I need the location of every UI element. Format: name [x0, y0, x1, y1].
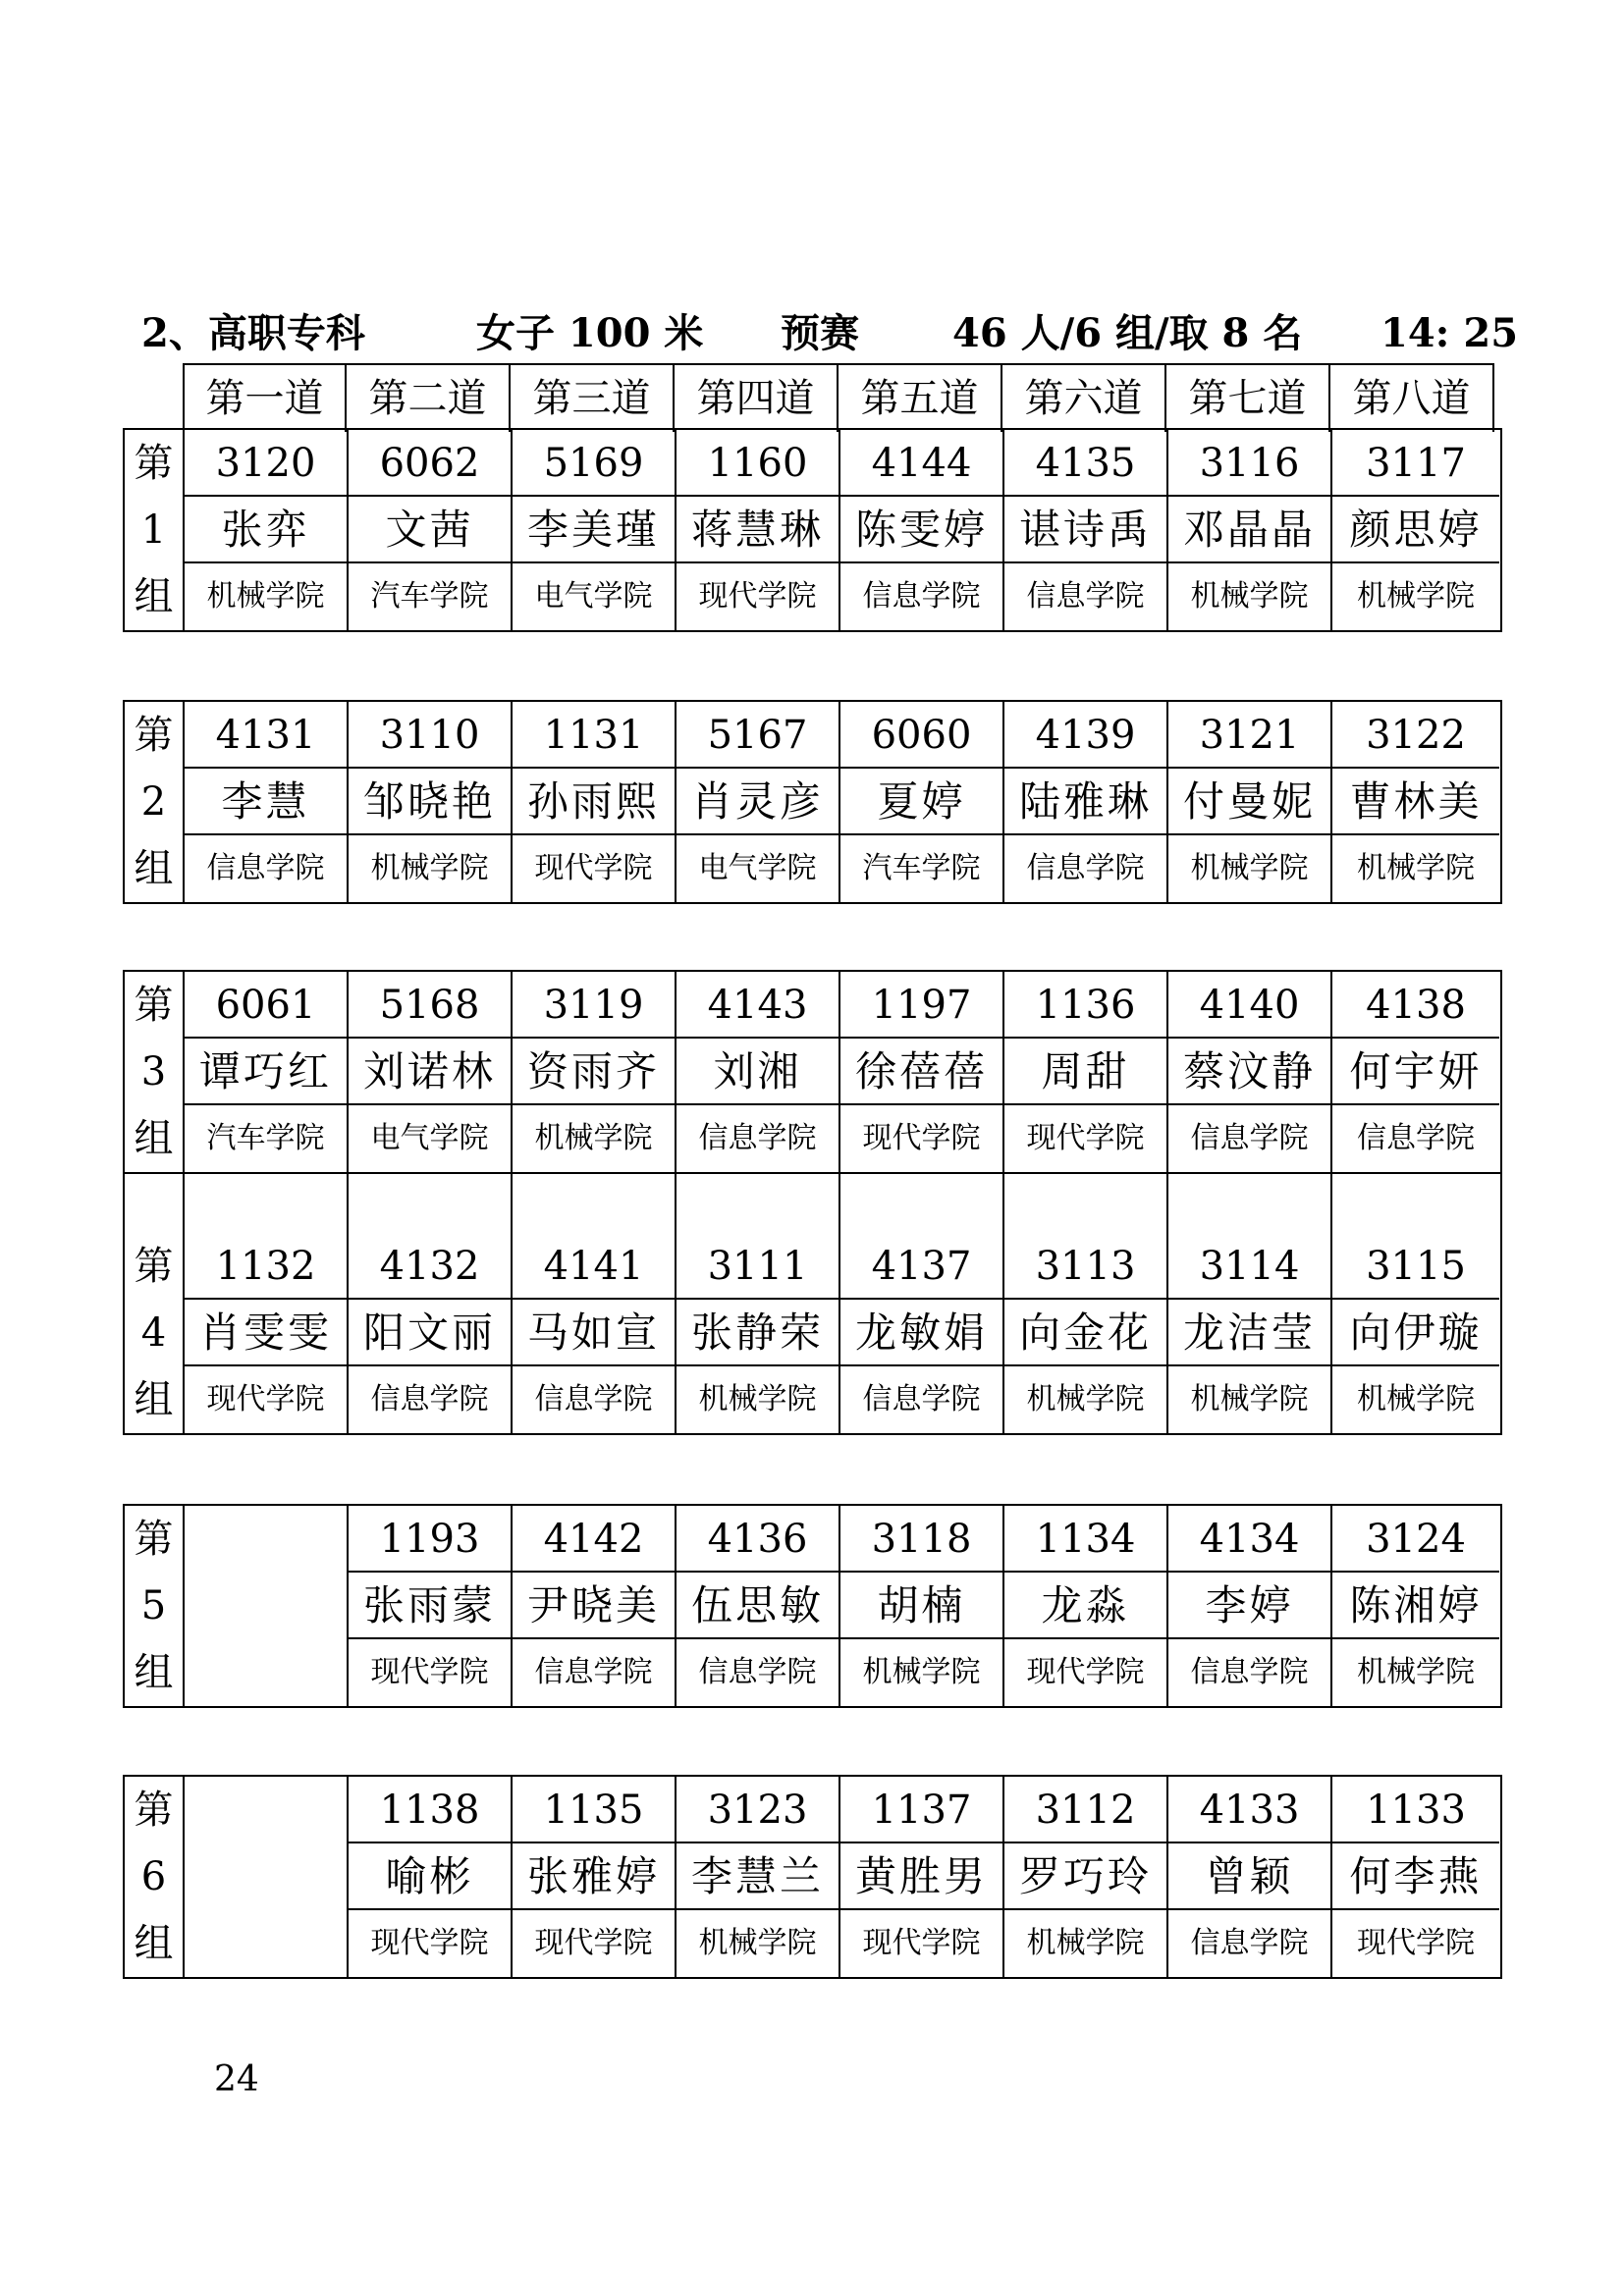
- lane-cell-5: [840, 430, 1004, 630]
- athlete-number: 4134: [1168, 1506, 1330, 1573]
- lane-cell-6: [1004, 1233, 1168, 1433]
- athlete-number: 4138: [1332, 972, 1499, 1039]
- title-time: 14: 25: [1380, 310, 1519, 356]
- athlete-number: 6061: [185, 972, 347, 1039]
- athlete-number: 4131: [185, 702, 347, 769]
- athlete-name: 谭巧红: [185, 1039, 347, 1105]
- group-label-char: 1: [140, 507, 167, 553]
- athlete-name: 刘诺林: [349, 1039, 511, 1105]
- lane-header-row: [183, 363, 1494, 432]
- athlete-college: 电气学院: [370, 1121, 489, 1155]
- athlete-college: 机械学院: [1357, 1382, 1475, 1416]
- lane-cell-6: [1004, 972, 1168, 1172]
- lane-cell-3: [513, 702, 677, 902]
- athlete-name: 喻彬: [349, 1843, 511, 1910]
- lane-header-6: 第六道: [1002, 365, 1166, 432]
- lane-cell-4: [677, 1777, 840, 1977]
- blank-cell: [349, 1174, 513, 1241]
- athlete-number: 3113: [1004, 1233, 1166, 1300]
- athlete-number: 3121: [1168, 702, 1330, 769]
- athlete-number: 4139: [1004, 702, 1166, 769]
- athlete-number: 3111: [677, 1233, 839, 1300]
- lane-cell-3: [513, 972, 677, 1172]
- blank-cell: [185, 1174, 349, 1241]
- athlete-number: 3116: [1168, 430, 1330, 497]
- athlete-name: 龙淼: [1004, 1573, 1166, 1639]
- group-label: [125, 702, 185, 902]
- athlete-college: 机械学院: [1357, 851, 1475, 885]
- athlete-number: 3112: [1004, 1777, 1166, 1843]
- athlete-number: 1138: [349, 1777, 511, 1843]
- lane-cell-4: [677, 430, 840, 630]
- lane-cell-4: [677, 1233, 840, 1433]
- lane-cell-6: [1004, 1506, 1168, 1706]
- page-title: [125, 306, 1519, 361]
- title-category: 2、高职专科: [141, 310, 365, 356]
- athlete-name: 孙雨熙: [513, 769, 675, 835]
- lane-header-3: 第三道: [511, 365, 675, 432]
- athlete-college: [185, 1639, 347, 1706]
- group-label-char: 2: [140, 779, 167, 825]
- lane-cell-2: [349, 1233, 513, 1433]
- athlete-college: 机械学院: [862, 1655, 981, 1689]
- athlete-college: 现代学院: [370, 1655, 489, 1689]
- athlete-college: 信息学院: [698, 1655, 817, 1689]
- lane-cell-7: [1168, 972, 1332, 1172]
- lane-cell-1: [185, 702, 349, 902]
- athlete-name: 肖雯雯: [185, 1300, 347, 1366]
- lane-cell-4: [677, 972, 840, 1172]
- title-event: 女子 100 米: [476, 310, 704, 356]
- group-label-char: 第: [134, 1788, 174, 1833]
- page-number: 24: [214, 2059, 259, 2100]
- blank-cell: [1004, 1174, 1168, 1241]
- athlete-number: 3122: [1332, 702, 1499, 769]
- athlete-name: 文茜: [349, 497, 511, 563]
- athlete-name: 邹晓艳: [349, 769, 511, 835]
- group-label-char: 组: [134, 1921, 174, 1966]
- group-label: [125, 1777, 185, 1977]
- athlete-number: 4143: [677, 972, 839, 1039]
- lane-cell-3: [513, 430, 677, 630]
- athlete-name: 张雨蒙: [349, 1573, 511, 1639]
- athlete-number: 5167: [677, 702, 839, 769]
- athlete-name: 李慧兰: [677, 1843, 839, 1910]
- lane-header-1: 第一道: [183, 365, 347, 432]
- lane-cell-3: [513, 1777, 677, 1977]
- lane-cell-2: [349, 702, 513, 902]
- athlete-college: 机械学院: [698, 1926, 817, 1960]
- blank-cell: [513, 1174, 677, 1241]
- athlete-number: 4135: [1004, 430, 1166, 497]
- athlete-college: 信息学院: [698, 1121, 817, 1155]
- lane-cell-8: [1332, 1506, 1499, 1706]
- athlete-name: 伍思敏: [677, 1573, 839, 1639]
- lane-cell-2: [349, 1777, 513, 1977]
- athlete-number: 4137: [840, 1233, 1002, 1300]
- athlete-name: 罗巧玲: [1004, 1843, 1166, 1910]
- lane-cell-8: [1332, 430, 1499, 630]
- athlete-number: 3117: [1332, 430, 1499, 497]
- lane-cell-7: [1168, 1777, 1332, 1977]
- group-label-char: 组: [134, 1377, 174, 1422]
- lane-header-8: 第八道: [1330, 365, 1494, 432]
- athlete-number: 1133: [1332, 1777, 1499, 1843]
- group-3-table: [123, 970, 1502, 1172]
- athlete-college: 机械学院: [534, 1121, 653, 1155]
- athlete-name: 周甜: [1004, 1039, 1166, 1105]
- athlete-college: 现代学院: [206, 1382, 325, 1416]
- lane-cell-1: [185, 972, 349, 1172]
- blank-cell: [1332, 1174, 1495, 1241]
- athlete-number: 3120: [185, 430, 347, 497]
- athlete-college: 现代学院: [1357, 1926, 1475, 1960]
- athlete-name: 颜思婷: [1332, 497, 1499, 563]
- group-label: [125, 430, 185, 630]
- athlete-college: 机械学院: [1190, 851, 1309, 885]
- athlete-number: 1136: [1004, 972, 1166, 1039]
- athlete-college: 机械学院: [206, 579, 325, 614]
- group-label-char: 第: [134, 1244, 174, 1289]
- athlete-name: 蒋慧琳: [677, 497, 839, 563]
- group-label: [125, 1506, 185, 1706]
- lane-cell-1: [185, 1777, 349, 1977]
- group-label: [125, 1233, 185, 1433]
- athlete-number: 3119: [513, 972, 675, 1039]
- athlete-name: 曹林美: [1332, 769, 1499, 835]
- athlete-college: [185, 1910, 347, 1977]
- athlete-college: 信息学院: [1026, 579, 1145, 614]
- athlete-name: [185, 1843, 347, 1910]
- athlete-name: 龙敏娟: [840, 1300, 1002, 1366]
- athlete-name: 尹晓美: [513, 1573, 675, 1639]
- athlete-name: 阳文丽: [349, 1300, 511, 1366]
- athlete-college: 现代学院: [370, 1926, 489, 1960]
- athlete-college: 机械学院: [1190, 579, 1309, 614]
- athlete-name: 谌诗禹: [1004, 497, 1166, 563]
- group-label-char: 组: [134, 574, 174, 619]
- athlete-name: 陆雅琳: [1004, 769, 1166, 835]
- lane-cell-5: [840, 702, 1004, 902]
- group-label-char: 第: [134, 441, 174, 486]
- blank-cell: [840, 1174, 1004, 1241]
- group-4-table: [123, 1233, 1502, 1435]
- athlete-college: 信息学院: [206, 851, 325, 885]
- lane-header-5: 第五道: [839, 365, 1002, 432]
- lane-cell-8: [1332, 702, 1499, 902]
- lane-cell-7: [1168, 702, 1332, 902]
- athlete-college: 汽车学院: [206, 1121, 325, 1155]
- lane-cell-5: [840, 1233, 1004, 1433]
- lane-cell-3: [513, 1233, 677, 1433]
- lane-cell-4: [677, 1506, 840, 1706]
- group-2-table: [123, 700, 1502, 904]
- lane-cell-6: [1004, 430, 1168, 630]
- athlete-number: 6060: [840, 702, 1002, 769]
- group-label: [125, 972, 185, 1172]
- athlete-number: 5169: [513, 430, 675, 497]
- athlete-number: 3118: [840, 1506, 1002, 1573]
- athlete-number: 3123: [677, 1777, 839, 1843]
- athlete-college: 现代学院: [862, 1121, 981, 1155]
- group-label-char: 组: [134, 1116, 174, 1161]
- athlete-name: 何李燕: [1332, 1843, 1499, 1910]
- athlete-number: [185, 1777, 347, 1843]
- athlete-name: 黄胜男: [840, 1843, 1002, 1910]
- lane-cell-1: [185, 1233, 349, 1433]
- athlete-number: 3115: [1332, 1233, 1499, 1300]
- group-label-char: 第: [134, 713, 174, 758]
- lane-cell-5: [840, 972, 1004, 1172]
- athlete-number: 1197: [840, 972, 1002, 1039]
- athlete-number: [185, 1506, 347, 1573]
- athlete-name: 陈雯婷: [840, 497, 1002, 563]
- lane-cell-5: [840, 1777, 1004, 1977]
- athlete-name: 资雨齐: [513, 1039, 675, 1105]
- athlete-number: 1193: [349, 1506, 511, 1573]
- athlete-number: 4142: [513, 1506, 675, 1573]
- athlete-name: 曾颖: [1168, 1843, 1330, 1910]
- athlete-number: 5168: [349, 972, 511, 1039]
- athlete-name: 张静荣: [677, 1300, 839, 1366]
- athlete-name: 陈湘婷: [1332, 1573, 1499, 1639]
- athlete-number: 1135: [513, 1777, 675, 1843]
- athlete-name: 何宇妍: [1332, 1039, 1499, 1105]
- athlete-college: 现代学院: [534, 851, 653, 885]
- athlete-name: 付曼妮: [1168, 769, 1330, 835]
- athlete-number: 4132: [349, 1233, 511, 1300]
- athlete-college: 信息学院: [1190, 1655, 1309, 1689]
- athlete-number: 1160: [677, 430, 839, 497]
- lane-cell-1: [185, 430, 349, 630]
- lane-header-7: 第七道: [1166, 365, 1330, 432]
- blank-cell: [677, 1174, 840, 1241]
- athlete-number: 3110: [349, 702, 511, 769]
- title-entries: 46 人/6 组/取 8 名: [952, 310, 1303, 356]
- blank-spacer-row: [123, 1172, 1502, 1233]
- athlete-college: 信息学院: [1190, 1926, 1309, 1960]
- group-label-char: 组: [134, 846, 174, 891]
- athlete-name: 张弈: [185, 497, 347, 563]
- athlete-number: 1132: [185, 1233, 347, 1300]
- lane-cell-2: [349, 972, 513, 1172]
- athlete-college: 电气学院: [698, 851, 817, 885]
- athlete-name: 龙洁莹: [1168, 1300, 1330, 1366]
- athlete-number: 4141: [513, 1233, 675, 1300]
- athlete-college: 机械学院: [1190, 1382, 1309, 1416]
- athlete-college: 信息学院: [1026, 851, 1145, 885]
- athlete-college: 现代学院: [1026, 1121, 1145, 1155]
- athlete-college: 电气学院: [534, 579, 653, 614]
- group-label-char: 4: [140, 1310, 167, 1356]
- group-6-table: [123, 1775, 1502, 1979]
- athlete-college: 机械学院: [1026, 1926, 1145, 1960]
- athlete-name: 夏婷: [840, 769, 1002, 835]
- athlete-name: [185, 1573, 347, 1639]
- athlete-name: 李美瑾: [513, 497, 675, 563]
- lane-cell-6: [1004, 1777, 1168, 1977]
- athlete-name: 向金花: [1004, 1300, 1166, 1366]
- blank-cell: [1168, 1174, 1332, 1241]
- athlete-college: 信息学院: [370, 1382, 489, 1416]
- lane-cell-5: [840, 1506, 1004, 1706]
- athlete-number: 4133: [1168, 1777, 1330, 1843]
- athlete-name: 胡楠: [840, 1573, 1002, 1639]
- lane-cell-2: [349, 1506, 513, 1706]
- athlete-number: 3114: [1168, 1233, 1330, 1300]
- lane-cell-4: [677, 702, 840, 902]
- athlete-college: 信息学院: [1357, 1121, 1475, 1155]
- group-label-char: 3: [140, 1049, 167, 1095]
- group-label-char: 第: [134, 1517, 174, 1562]
- athlete-college: 现代学院: [862, 1926, 981, 1960]
- lane-cell-3: [513, 1506, 677, 1706]
- athlete-name: 张雅婷: [513, 1843, 675, 1910]
- athlete-college: 信息学院: [1190, 1121, 1309, 1155]
- athlete-number: 1134: [1004, 1506, 1166, 1573]
- athlete-name: 刘湘: [677, 1039, 839, 1105]
- athlete-number: 4140: [1168, 972, 1330, 1039]
- lane-cell-8: [1332, 1233, 1499, 1433]
- athlete-college: 机械学院: [1357, 579, 1475, 614]
- athlete-number: 1131: [513, 702, 675, 769]
- lane-cell-8: [1332, 972, 1499, 1172]
- athlete-name: 李慧: [185, 769, 347, 835]
- athlete-name: 邓晶晶: [1168, 497, 1330, 563]
- athlete-college: 现代学院: [698, 579, 817, 614]
- athlete-college: 信息学院: [862, 579, 981, 614]
- lane-header-4: 第四道: [675, 365, 839, 432]
- athlete-name: 肖灵彦: [677, 769, 839, 835]
- group-label-char: 5: [140, 1583, 167, 1629]
- athlete-number: 3124: [1332, 1506, 1499, 1573]
- athlete-college: 机械学院: [370, 851, 489, 885]
- title-round: 预赛: [781, 310, 859, 356]
- lane-cell-7: [1168, 430, 1332, 630]
- lane-cell-7: [1168, 1233, 1332, 1433]
- athlete-college: 汽车学院: [862, 851, 981, 885]
- group-label-char: 组: [134, 1650, 174, 1695]
- group-1-table: [123, 428, 1502, 632]
- athlete-number: 6062: [349, 430, 511, 497]
- lane-cell-2: [349, 430, 513, 630]
- group-label-char: 第: [134, 983, 174, 1028]
- lane-cell-8: [1332, 1777, 1499, 1977]
- athlete-college: 机械学院: [698, 1382, 817, 1416]
- athlete-college: 现代学院: [1026, 1655, 1145, 1689]
- athlete-college: 汽车学院: [370, 579, 489, 614]
- athlete-name: 马如宣: [513, 1300, 675, 1366]
- group-label-char: 6: [140, 1854, 167, 1899]
- athlete-number: 4136: [677, 1506, 839, 1573]
- athlete-college: 机械学院: [1026, 1382, 1145, 1416]
- athlete-college: 信息学院: [534, 1382, 653, 1416]
- lane-cell-6: [1004, 702, 1168, 902]
- athlete-name: 徐蓓蓓: [840, 1039, 1002, 1105]
- athlete-college: 信息学院: [862, 1382, 981, 1416]
- lane-header-2: 第二道: [347, 365, 511, 432]
- blank-cell: [125, 1174, 185, 1241]
- athlete-number: 1137: [840, 1777, 1002, 1843]
- group-5-table: [123, 1504, 1502, 1708]
- athlete-name: 李婷: [1168, 1573, 1330, 1639]
- athlete-number: 4144: [840, 430, 1002, 497]
- lane-cell-7: [1168, 1506, 1332, 1706]
- lane-cell-1: [185, 1506, 349, 1706]
- athlete-name: 蔡汶静: [1168, 1039, 1330, 1105]
- athlete-college: 机械学院: [1357, 1655, 1475, 1689]
- athlete-college: 信息学院: [534, 1655, 653, 1689]
- athlete-college: 现代学院: [534, 1926, 653, 1960]
- athlete-name: 向伊璇: [1332, 1300, 1499, 1366]
